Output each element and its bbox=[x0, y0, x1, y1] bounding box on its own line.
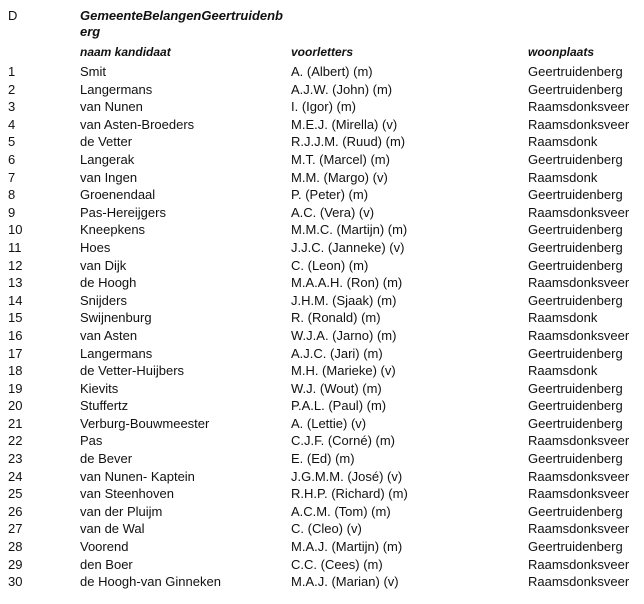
candidate-initials: M.A.J. (Martijn) (m) bbox=[291, 539, 403, 555]
candidate-name: Pas-Hereijgers bbox=[80, 204, 166, 220]
table-row bbox=[0, 468, 644, 486]
candidate-initials: A.C. (Vera) (v) bbox=[291, 204, 375, 220]
candidate-name: Smit bbox=[80, 64, 106, 79]
table-row bbox=[0, 116, 644, 134]
candidate-initials: R. (Ronald) (m) bbox=[291, 310, 381, 326]
candidate-name: Langermans bbox=[80, 345, 153, 361]
table-row bbox=[0, 204, 644, 222]
table-row bbox=[0, 274, 644, 292]
candidate-initials: M.E.J. (Mirella) (v) bbox=[291, 116, 398, 132]
candidate-residence: Raamsdonksveer bbox=[528, 275, 630, 291]
candidate-residence: Raamsdonksveer bbox=[528, 433, 630, 449]
candidate-residence: Geertruidenberg bbox=[528, 380, 623, 396]
candidate-residence: Geertruidenberg bbox=[528, 222, 623, 238]
table-row bbox=[0, 485, 644, 503]
candidate-initials: M.M. (Margo) (v) bbox=[291, 169, 388, 185]
candidate-residence: Geertruidenberg bbox=[528, 239, 623, 255]
candidate-number: 26 bbox=[8, 503, 23, 519]
candidate-name: Pas bbox=[80, 433, 103, 449]
candidate-residence: Raamsdonksveer bbox=[528, 468, 630, 484]
candidate-name: Swijnenburg bbox=[80, 310, 152, 326]
table-row bbox=[0, 98, 644, 116]
table-row bbox=[0, 186, 644, 204]
candidate-residence: Geertruidenberg bbox=[528, 257, 623, 273]
candidate-name: van Asten-Broeders bbox=[80, 116, 195, 132]
candidate-name: van de Wal bbox=[80, 521, 145, 537]
table-row bbox=[0, 169, 644, 187]
candidate-number: 23 bbox=[8, 451, 23, 467]
candidate-initials: M.M.C. (Martijn) (m) bbox=[291, 222, 408, 238]
candidate-name: van Nunen bbox=[80, 99, 143, 115]
table-row bbox=[0, 309, 644, 327]
candidate-number: 5 bbox=[8, 134, 16, 150]
candidate-name: Stuffertz bbox=[80, 398, 129, 414]
table-row bbox=[0, 327, 644, 345]
table-row bbox=[0, 81, 644, 99]
candidate-residence: Geertruidenberg bbox=[528, 398, 623, 414]
candidate-number: 17 bbox=[8, 345, 23, 361]
candidate-name: Kneepkens bbox=[80, 222, 146, 238]
candidate-number: 29 bbox=[8, 556, 23, 572]
candidate-initials: M.A.A.H. (Ron) (m) bbox=[291, 275, 403, 291]
candidate-number: 7 bbox=[8, 169, 16, 185]
table-row bbox=[0, 221, 644, 239]
candidate-initials: R.H.P. (Richard) (m) bbox=[291, 486, 408, 502]
candidate-number: 18 bbox=[8, 363, 23, 379]
candidate-initials: W.J. (Wout) (m) bbox=[291, 380, 382, 396]
column-header-initials: voorletters bbox=[291, 45, 354, 59]
candidate-initials: C.C. (Cees) (m) bbox=[291, 556, 383, 572]
table-row bbox=[0, 63, 644, 81]
candidate-initials: J.H.M. (Sjaak) (m) bbox=[291, 292, 397, 308]
candidate-residence: Geertruidenberg bbox=[528, 415, 623, 431]
candidate-residence: Geertruidenberg bbox=[528, 64, 623, 79]
candidate-number: 14 bbox=[8, 292, 23, 308]
candidate-name: van Asten bbox=[80, 327, 138, 343]
candidate-number: 4 bbox=[8, 116, 16, 132]
candidate-name: Langermans bbox=[80, 81, 153, 97]
candidate-initials: P. (Peter) (m) bbox=[291, 187, 369, 203]
candidate-residence: Raamsdonksveer bbox=[528, 99, 630, 115]
candidate-name: Verburg-Bouwmeester bbox=[80, 415, 210, 431]
candidate-number: 3 bbox=[8, 99, 16, 115]
candidate-residence: Raamsdonk bbox=[528, 363, 598, 379]
table-row bbox=[0, 362, 644, 380]
candidate-initials: C. (Leon) (m) bbox=[291, 257, 369, 273]
candidate-number: 13 bbox=[8, 275, 23, 291]
candidate-initials: A.J.W. (John) (m) bbox=[291, 81, 393, 97]
table-row bbox=[0, 345, 644, 363]
candidate-name: Groenendaal bbox=[80, 187, 156, 203]
candidate-residence: Raamsdonksveer bbox=[528, 521, 630, 537]
table-row bbox=[0, 503, 644, 521]
column-header-name: naam kandidaat bbox=[80, 45, 171, 59]
candidate-number: 9 bbox=[8, 204, 16, 220]
candidate-initials: A. (Albert) (m) bbox=[291, 64, 373, 79]
table-row bbox=[0, 573, 644, 591]
candidate-number: 6 bbox=[8, 151, 16, 167]
candidate-initials: E. (Ed) (m) bbox=[291, 451, 355, 467]
candidate-residence: Geertruidenberg bbox=[528, 503, 623, 519]
table-row bbox=[0, 520, 644, 538]
candidate-initials: W.J.A. (Jarno) (m) bbox=[291, 327, 397, 343]
candidate-initials: C.J.F. (Corné) (m) bbox=[291, 433, 395, 449]
candidate-number: 10 bbox=[8, 222, 23, 238]
candidate-residence: Geertruidenberg bbox=[528, 81, 623, 97]
candidate-name: Voorend bbox=[80, 539, 129, 555]
candidate-number: 28 bbox=[8, 539, 23, 555]
list-letter: D bbox=[8, 8, 18, 23]
candidate-number: 1 bbox=[8, 64, 16, 79]
table-row bbox=[0, 380, 644, 398]
candidate-residence: Geertruidenberg bbox=[528, 187, 623, 203]
candidate-residence: Geertruidenberg bbox=[528, 151, 623, 167]
candidate-name: de Hoogh bbox=[80, 275, 137, 291]
table-row bbox=[0, 133, 644, 151]
table-row bbox=[0, 239, 644, 257]
candidate-name: Hoes bbox=[80, 239, 111, 255]
candidate-initials: C. (Cleo) (v) bbox=[291, 521, 362, 537]
candidate-number: 24 bbox=[8, 468, 23, 484]
candidate-residence: Geertruidenberg bbox=[528, 539, 623, 555]
candidate-name: van Ingen bbox=[80, 169, 138, 185]
candidate-number: 11 bbox=[8, 239, 22, 255]
candidate-residence: Raamsdonk bbox=[528, 134, 598, 150]
candidate-initials: J.J.C. (Janneke) (v) bbox=[291, 239, 405, 255]
table-row bbox=[0, 292, 644, 310]
candidate-number: 30 bbox=[8, 574, 23, 590]
candidate-initials: P.A.L. (Paul) (m) bbox=[291, 398, 387, 414]
candidate-name: van Dijk bbox=[80, 257, 127, 273]
candidate-number: 15 bbox=[8, 310, 23, 326]
candidate-residence: Raamsdonksveer bbox=[528, 204, 630, 220]
candidate-initials: A.C.M. (Tom) (m) bbox=[291, 503, 391, 519]
column-header-place: woonplaats bbox=[528, 45, 595, 59]
candidate-initials: M.H. (Marieke) (v) bbox=[291, 363, 396, 379]
candidate-residence: Geertruidenberg bbox=[528, 451, 623, 467]
candidate-residence: Raamsdonksveer bbox=[528, 486, 630, 502]
party-name: GemeenteBelangenGeertruidenberg bbox=[80, 8, 283, 39]
table-row bbox=[0, 415, 644, 433]
candidate-initials: M.T. (Marcel) (m) bbox=[291, 151, 390, 167]
candidate-name: de Hoogh-van Ginneken bbox=[80, 574, 221, 590]
candidate-initials: J.G.M.M. (José) (v) bbox=[291, 468, 403, 484]
table-row bbox=[0, 151, 644, 169]
table-row bbox=[0, 450, 644, 468]
candidate-residence: Geertruidenberg bbox=[528, 345, 623, 361]
table-row bbox=[0, 257, 644, 275]
candidate-name: Snijders bbox=[80, 292, 127, 308]
table-row bbox=[0, 538, 644, 556]
candidate-residence: Raamsdonksveer bbox=[528, 556, 630, 572]
candidate-number: 8 bbox=[8, 187, 16, 203]
table-row bbox=[0, 556, 644, 574]
candidate-number: 27 bbox=[8, 521, 23, 537]
candidate-initials: A.J.C. (Jari) (m) bbox=[291, 345, 383, 361]
candidate-name: van Nunen- Kaptein bbox=[80, 468, 195, 484]
candidate-initials: I. (Igor) (m) bbox=[291, 99, 356, 115]
candidate-residence: Geertruidenberg bbox=[528, 292, 623, 308]
candidate-number: 16 bbox=[8, 327, 23, 343]
candidate-number: 12 bbox=[8, 257, 23, 273]
candidate-residence: Raamsdonksveer bbox=[528, 327, 630, 343]
candidate-number: 22 bbox=[8, 433, 23, 449]
candidate-name: de Vetter-Huijbers bbox=[80, 363, 185, 379]
candidate-residence: Raamsdonk bbox=[528, 310, 598, 326]
candidate-residence: Raamsdonk bbox=[528, 169, 598, 185]
candidate-initials: R.J.J.M. (Ruud) (m) bbox=[291, 134, 406, 150]
candidate-name: Langerak bbox=[80, 151, 135, 167]
candidate-residence: Raamsdonksveer bbox=[528, 116, 630, 132]
candidate-initials: A. (Lettie) (v) bbox=[291, 415, 367, 431]
candidate-name: de Vetter bbox=[80, 134, 133, 150]
table-row bbox=[0, 432, 644, 450]
candidate-residence: Raamsdonksveer bbox=[528, 574, 630, 590]
candidate-name: van Steenhoven bbox=[80, 486, 174, 502]
candidate-number: 2 bbox=[8, 81, 16, 97]
candidate-number: 25 bbox=[8, 486, 23, 502]
candidate-name: van der Pluijm bbox=[80, 503, 163, 519]
candidate-initials: M.A.J. (Marian) (v) bbox=[291, 574, 399, 590]
candidate-name: de Bever bbox=[80, 451, 133, 467]
candidate-name: den Boer bbox=[80, 556, 133, 572]
candidate-name: Kievits bbox=[80, 380, 119, 396]
candidate-number: 20 bbox=[8, 398, 23, 414]
table-row bbox=[0, 397, 644, 415]
candidate-list bbox=[0, 63, 644, 591]
candidate-number: 19 bbox=[8, 380, 23, 396]
candidate-number: 21 bbox=[8, 415, 23, 431]
